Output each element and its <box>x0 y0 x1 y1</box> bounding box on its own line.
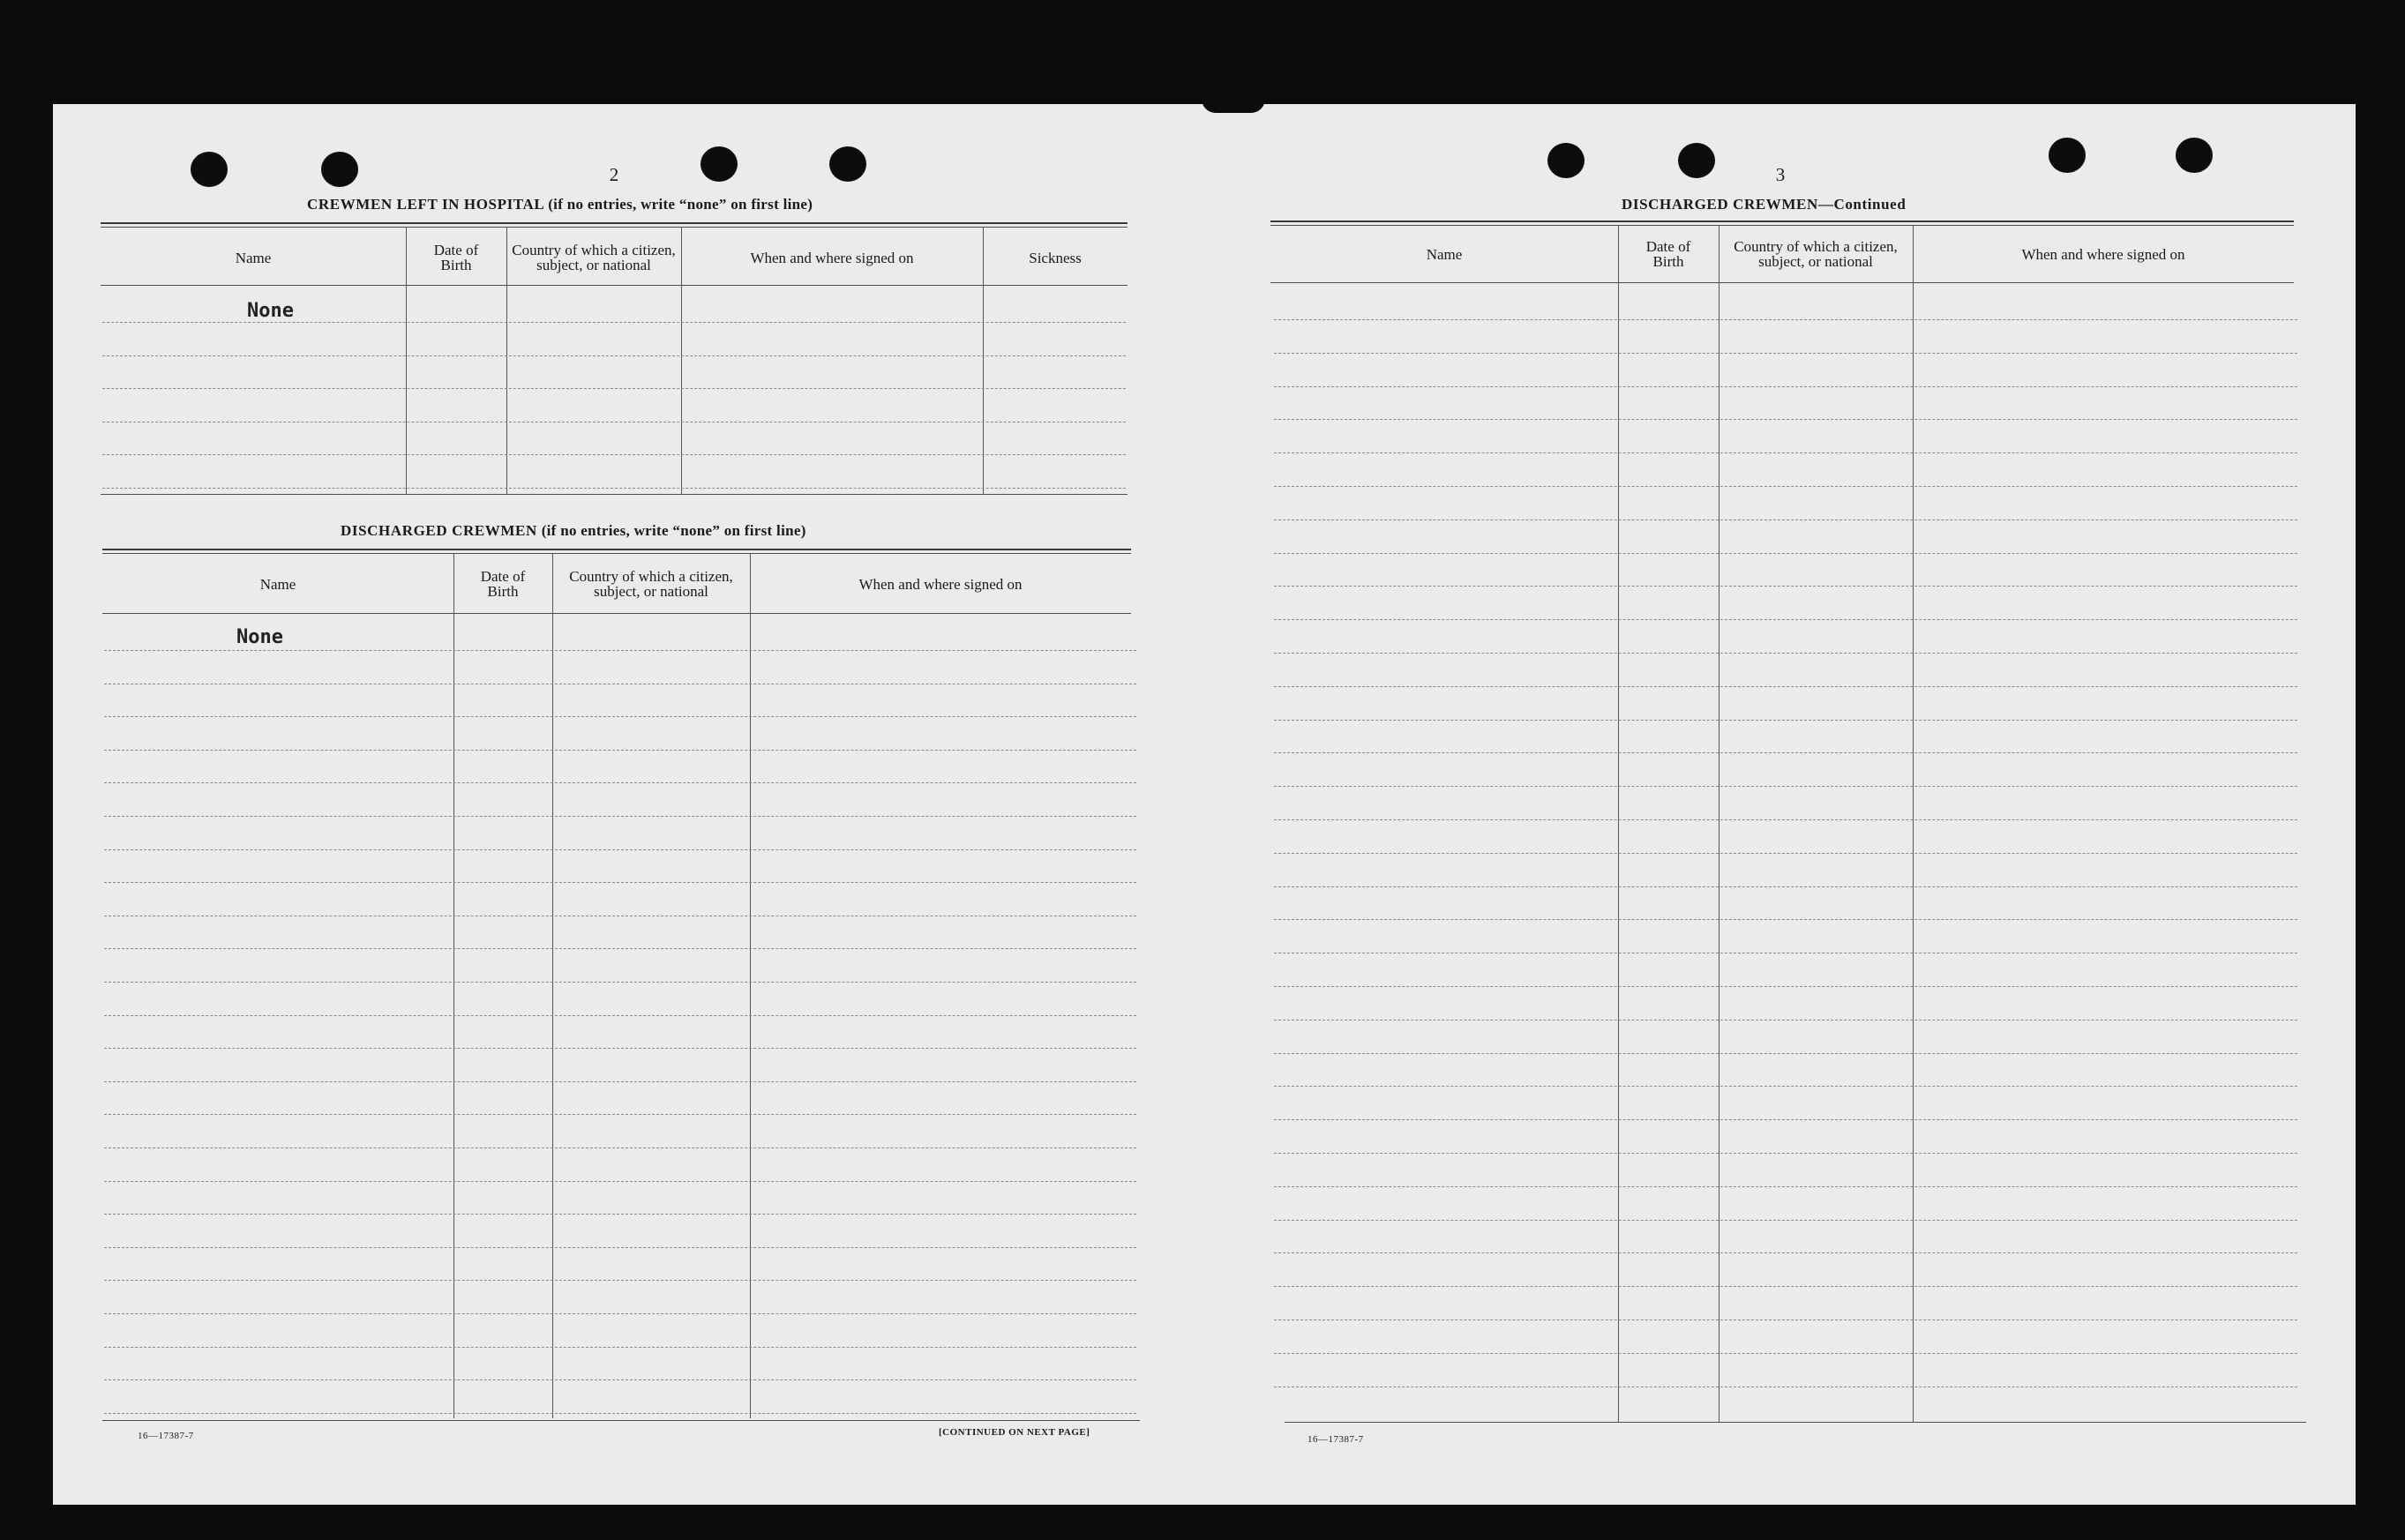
entry-line <box>1274 553 2297 554</box>
entry-line <box>1274 1220 2297 1221</box>
entry-line <box>1274 720 2297 721</box>
entry-line <box>1274 353 2297 354</box>
entry-line <box>104 1081 1136 1082</box>
entry-line <box>1274 619 2297 620</box>
entry-line <box>1274 752 2297 753</box>
hospital-top-rule <box>101 222 1128 224</box>
hospital-section-title <box>307 196 813 213</box>
entry-line <box>104 1379 1136 1380</box>
entry-line <box>1274 419 2297 420</box>
entry-line <box>102 355 1126 356</box>
continued-col-name-header: Name <box>1426 245 1463 263</box>
entry-line <box>1274 786 2297 787</box>
entry-line <box>1274 586 2297 587</box>
entry-line <box>1274 1119 2297 1120</box>
discharged-top-rule <box>102 549 1131 550</box>
entry-line <box>104 716 1136 717</box>
hospital-col-country-header: Country of which a citizen, subject, or national <box>512 242 676 273</box>
entry-line <box>1274 986 2297 987</box>
punch-hole <box>1678 143 1715 178</box>
punch-hole <box>191 152 228 187</box>
punch-hole <box>1547 143 1585 178</box>
entry-line <box>1274 853 2297 854</box>
hospital-col-sickness-header: Sickness <box>1029 249 1082 266</box>
entry-line <box>1274 386 2297 387</box>
entry-line <box>104 1114 1136 1115</box>
entry-line <box>1274 1252 2297 1253</box>
form-number: 16—17387-7 <box>138 1431 194 1441</box>
entry-line <box>104 882 1136 883</box>
discharged-subtitle-text: (if no entries, write “none” on first line) <box>541 522 806 539</box>
entry-line <box>104 1181 1136 1182</box>
continued-header-rule <box>1270 282 2294 283</box>
continued-top-rule <box>1270 221 2294 222</box>
entry-line <box>104 782 1136 783</box>
paper-notch <box>1202 99 1265 113</box>
punch-hole <box>2176 138 2213 173</box>
entry-line <box>104 1015 1136 1016</box>
entry-line <box>104 1313 1136 1314</box>
entry-line <box>104 1214 1136 1215</box>
entry-line <box>104 750 1136 751</box>
entry-line <box>102 322 1126 323</box>
discharged-section-title <box>341 522 806 540</box>
entry-line <box>104 849 1136 850</box>
entry-line <box>104 1247 1136 1248</box>
discharged-col-name-header: Name <box>259 575 296 593</box>
entry-line <box>1274 1153 2297 1154</box>
hospital-col-dob-header: Date of Birth <box>433 242 479 273</box>
continued-top-rule-thin <box>1270 225 2294 226</box>
discharged-col-country-header: Country of which a citizen, subject, or national <box>569 568 733 600</box>
continued-col-dob-header: Date of Birth <box>1645 238 1691 270</box>
discharged-title-text: DISCHARGED CREWMEN <box>341 522 537 539</box>
entry-line <box>1274 1353 2297 1354</box>
discharged-col-dob-header: Date of Birth <box>480 568 526 600</box>
entry-line <box>1274 653 2297 654</box>
entry-line <box>102 388 1126 389</box>
entry-line <box>104 1280 1136 1281</box>
form-sheet <box>53 104 2356 1505</box>
entry-line <box>104 1048 1136 1049</box>
discharged-col-signed-header: When and where signed on <box>858 575 1023 593</box>
hospital-bottom-rule <box>101 494 1128 495</box>
entry-line <box>1274 886 2297 887</box>
entry-line <box>104 1347 1136 1348</box>
entry-line <box>104 1413 1136 1414</box>
continued-col-divider <box>1618 226 1619 1422</box>
discharged-first-entry: None <box>236 626 283 648</box>
entry-line <box>1274 486 2297 487</box>
continued-col-country-header: Country of which a citizen, subject, or national <box>1734 238 1898 270</box>
hospital-col-name-header: Name <box>235 249 272 266</box>
entry-line <box>102 454 1126 455</box>
punch-hole <box>321 152 358 187</box>
hospital-title-text: CREWMEN LEFT IN HOSPITAL <box>307 196 544 213</box>
entry-line <box>1274 686 2297 687</box>
entry-line <box>1274 1053 2297 1054</box>
entry-line <box>1274 319 2297 320</box>
hospital-subtitle-text: (if no entries, write “none” on first line) <box>548 196 813 213</box>
hospital-first-entry: None <box>247 300 294 322</box>
discharged-bottom-rule <box>102 1420 1140 1421</box>
punch-hole <box>701 146 738 182</box>
discharged-header-rule <box>102 613 1131 614</box>
entry-line <box>104 948 1136 949</box>
entry-line <box>104 982 1136 983</box>
entry-line <box>1274 819 2297 820</box>
form-number: 16—17387-7 <box>1307 1434 1364 1445</box>
entry-line <box>1274 452 2297 453</box>
entry-line <box>1274 1286 2297 1287</box>
discharged-top-rule-thin <box>102 553 1131 554</box>
page-number: 3 <box>1775 164 1786 185</box>
hospital-top-rule-thin <box>101 227 1128 228</box>
entry-line <box>104 816 1136 817</box>
continued-bottom-rule <box>1285 1422 2306 1423</box>
continued-col-signed-header: When and where signed on <box>2021 245 2185 263</box>
entry-line <box>1274 1186 2297 1187</box>
hospital-col-signed-header: When and where signed on <box>750 249 914 266</box>
punch-hole <box>829 146 866 182</box>
entry-line <box>1274 919 2297 920</box>
page-number: 2 <box>609 164 619 185</box>
entry-line <box>102 488 1126 489</box>
entry-line <box>1274 1086 2297 1087</box>
discharged-continued-title: DISCHARGED CREWMEN—Continued <box>1622 196 1907 213</box>
entry-line <box>104 650 1136 651</box>
hospital-header-rule <box>101 285 1128 286</box>
continued-col-divider <box>1913 226 1914 1422</box>
punch-hole <box>2049 138 2086 173</box>
continued-note: [CONTINUED ON NEXT PAGE] <box>939 1427 1090 1438</box>
entry-line <box>1274 1319 2297 1320</box>
